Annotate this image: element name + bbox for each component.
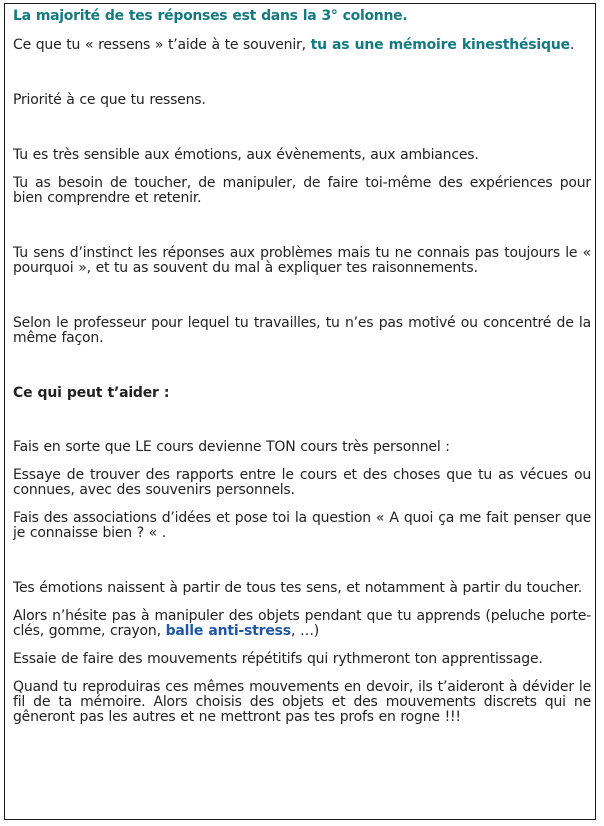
paragraph-touch: Tu as besoin de toucher, de manipuler, de faire toi-même des expériences pour bien comprendre et retenir. bbox=[13, 175, 591, 206]
paragraph-memory-type bbox=[13, 38, 591, 53]
paragraph-repetitive: Essaie de faire des mouvements répétitifs qui rythmeront ton apprentissage. bbox=[13, 651, 543, 667]
paragraph-objects bbox=[13, 609, 591, 639]
text-segment: Alors n’hésite pas à manipuler des objets pendant que tu apprends (peluche porte-clés, gomme, crayon, bbox=[13, 608, 591, 639]
paragraph-associations: Fais des associations d’idées et pose toi la question « A quoi ça me fait penser que je connaisse bien ? « . bbox=[13, 510, 591, 541]
doc-title: La majorité de tes réponses est dans la 3° colonne. bbox=[13, 8, 408, 24]
paragraph-own-course: Fais en sorte que LE cours devienne TON cours très personnel : bbox=[13, 439, 450, 455]
document-content bbox=[13, 8, 591, 725]
paragraph-priority: Priorité à ce que tu ressens. bbox=[13, 92, 206, 108]
text-segment: . bbox=[569, 37, 575, 53]
paragraph-teacher: Selon le professeur pour lequel tu travailles, tu n’es pas motivé ou concentré de la même façon. bbox=[13, 315, 591, 346]
paragraph-sensitive: Tu es très sensible aux émotions, aux évènements, aux ambiances. bbox=[13, 147, 479, 163]
highlight-kinesthetic: tu as une mémoire kinesthésique bbox=[310, 37, 570, 53]
text-segment: Ce que tu « ressens » t’aide à te souvenir, bbox=[13, 37, 311, 53]
paragraph-instinct: Tu sens d’instinct les réponses aux problèmes mais tu ne connais pas toujours le « pourquoi », et tu as souvent du mal à expliquer tes raisonnements. bbox=[13, 245, 591, 276]
paragraph-reproduce: Quand tu reproduiras ces mêmes mouvements en devoir, ils t’aideront à dévider le fil de ta mémoire. Alors choisis des objets et des mouvements discrets qui ne gêneront pas les autres et ne mettront pas tes profs en rogne !!! bbox=[13, 679, 591, 725]
help-heading: Ce qui peut t’aider : bbox=[13, 385, 170, 401]
paragraph-emotions: Tes émotions naissent à partir de tous tes sens, et notamment à partir du toucher. bbox=[13, 580, 582, 596]
highlight-stress-ball: balle anti-stress bbox=[165, 623, 291, 639]
text-segment: , …) bbox=[290, 623, 319, 639]
paragraph-connections: Essaye de trouver des rapports entre le cours et des choses que tu as vécues ou connues, avec des souvenirs personnels. bbox=[13, 467, 591, 498]
